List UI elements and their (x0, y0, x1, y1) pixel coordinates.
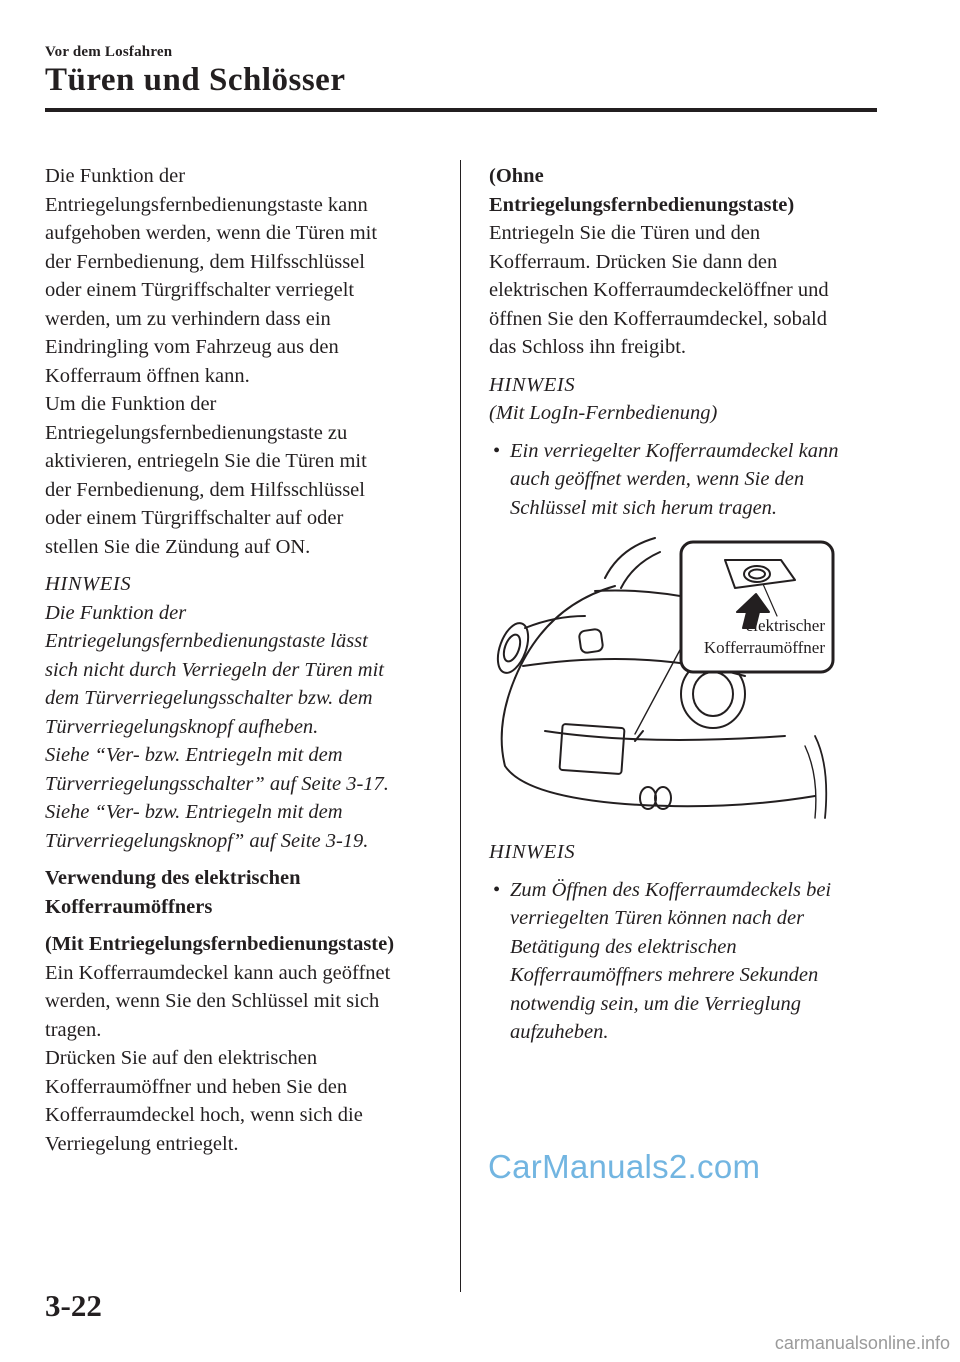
callout-label: elektrischer Kofferraumöffner (703, 616, 825, 657)
note-label: HINWEIS (45, 573, 132, 595)
subheading-with-button: (Mit Entriegelungsfernbedienungstaste) (45, 933, 395, 955)
note-label: HINWEIS (489, 373, 576, 396)
trunk-opener-illustration (485, 536, 835, 826)
column-divider (460, 160, 461, 1292)
bullet-icon: • (493, 439, 501, 462)
footer-watermark: carmanualsonline.info (774, 1333, 950, 1353)
note-bullet: • Zum Öffnen des Kofferraumdeckels bei verriegelten Türen können nach der Betätigung des elektrischen Kofferraumöffners mehrere Sekunden notwendig sein, um die Verrieglung aufzuheben. (489, 876, 884, 1047)
note-text: Die Funktion der Entriegelungsfernbedienungstaste lässt sich nicht durch Verriegeln der Türen mit dem Türverriegelungsschalter bzw. dem Türverriegelungsknopf aufheben. Siehe “Ver- bzw. Entriegeln mit dem Türverriegelungsschalter” auf Seite 3-17. Siehe “Ver- bzw. Entriegeln mit dem Türverriegelungsknopf” auf Seite 3-19. (45, 601, 389, 852)
page-title: Türen und Schlösser (45, 62, 346, 98)
page-number: 3-22 (45, 1288, 102, 1323)
section-label: Vor dem Losfahren (45, 44, 173, 60)
title-rule (45, 108, 877, 112)
body-paragraph: Ein Kofferraumdeckel kann auch geöffnet werden, wenn Sie den Schlüssel mit sich tragen. Drücken Sie auf den elektrischen Kofferraumöffner und heben Sie den Kofferraumdeckel hoch, wenn sich die Verriegelung entriegelt. (45, 961, 391, 1155)
subheading-without-button: (Ohne Entriegelungsfernbedienungstaste) (489, 165, 795, 216)
section-heading: Verwendung des elektrischen Kofferraumöffners (45, 867, 301, 918)
intro-paragraph: Die Funktion der Entriegelungsfernbedienungstaste kann aufgehoben werden, wenn die Türen mit der Fernbedienung, dem Hilfsschlüssel oder einem Türgriffschalter verriegelt werden, um zu verhindern dass ein Eindringling vom Fahrzeug aus den Kofferraum öffnen kann. Um die Funktion der Entriegelungsfernbedienungstaste zu aktivieren, entriegeln Sie die Türen mit der Fernbedienung, dem Hilfsschlüssel oder einem Türgriffschalter auf oder stellen Sie die Zündung auf ON. (45, 165, 378, 558)
note-label: HINWEIS (489, 841, 576, 863)
note-bullet: • Ein verriegelter Kofferraumdeckel kann auch geöffnet werden, wenn Sie den Schlüssel mit sich herum tragen. (489, 437, 884, 523)
note-sublabel: (Mit LogIn-Fernbedienung) (489, 402, 718, 424)
watermark-logo: CarManuals2.com (488, 1148, 761, 1185)
bullet-icon: • (493, 878, 501, 901)
left-column (45, 162, 440, 1167)
right-column (489, 162, 884, 1056)
body-paragraph: Entriegeln Sie die Türen und den Kofferraum. Drücken Sie dann den elektrischen Kofferraumdeckelöffner und öffnen Sie den Kofferraumdeckel, sobald das Schloss ihn freigibt. (489, 222, 829, 358)
